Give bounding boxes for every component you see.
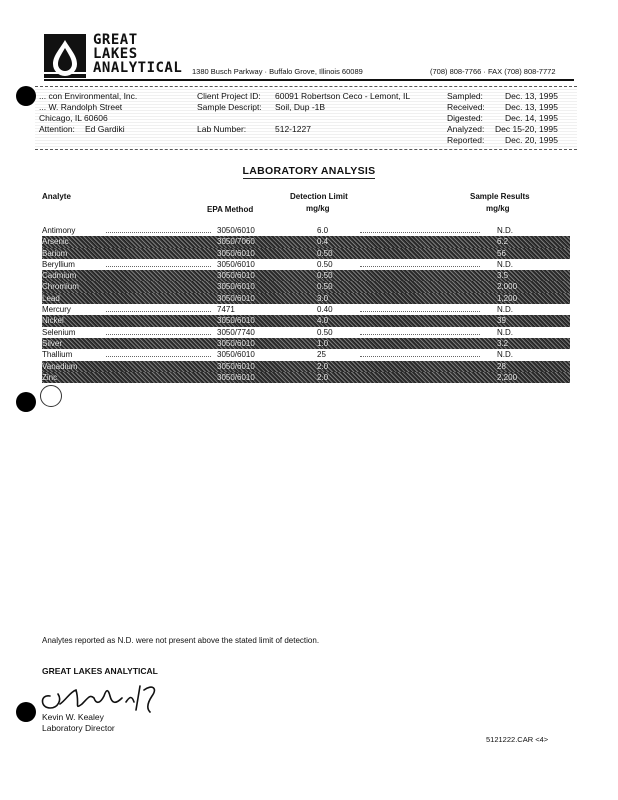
col-header-method: EPA Method: [207, 205, 254, 214]
leader-dots: [360, 232, 480, 233]
sampled-label: Sampled:: [447, 91, 483, 101]
method-cell: 7471: [217, 305, 235, 315]
leader-dots: [360, 266, 480, 267]
company-logo-text: [93, 33, 182, 75]
detection-limit-cell: 0.50: [317, 248, 333, 258]
letterhead-divider: [44, 79, 574, 81]
nd-footnote: Analytes reported as N.D. were not present above the stated limit of detection.: [42, 636, 320, 645]
table-row: [42, 315, 570, 326]
table-row: [42, 327, 570, 338]
results-table: [42, 225, 570, 383]
received-date: Dec. 13, 1995: [505, 102, 558, 112]
detection-limit-cell: 1.0: [317, 338, 329, 348]
signature-company: GREAT LAKES ANALYTICAL: [42, 666, 158, 676]
detection-limit-cell: 25: [317, 350, 326, 360]
report-title: LABORATORY ANALYSIS: [242, 165, 376, 177]
logo-line-2: LAKES: [93, 46, 138, 62]
method-cell: 3050/6010: [217, 282, 255, 292]
detection-limit-cell: 0.4: [317, 237, 329, 247]
method-cell: 3050/6010: [217, 271, 255, 281]
reported-date: Dec. 20, 1995: [505, 135, 558, 145]
lab-number-label: Lab Number:: [197, 124, 247, 134]
analyte-cell: Selenium: [42, 327, 76, 337]
result-cell: N.D.: [497, 327, 513, 337]
punch-hole: [16, 392, 36, 412]
table-row: [42, 338, 570, 349]
detection-limit-cell: 0.50: [317, 282, 333, 292]
table-row: [42, 349, 570, 360]
detection-limit-cell: 0.50: [317, 327, 333, 337]
col-header-limit-unit: mg/kg: [306, 204, 330, 213]
leader-dots: [360, 356, 480, 357]
result-cell: N.D.: [497, 226, 513, 235]
lab-number-value: 512-1227: [275, 124, 311, 134]
leader-dots: [106, 266, 211, 267]
method-cell: 3050/6010: [217, 293, 255, 303]
leader-dots: [106, 311, 211, 312]
table-row: [42, 293, 570, 304]
attention-name: Ed Gardiki: [85, 124, 125, 134]
lab-phone: (708) 808-7766 · FAX (708) 808-7772: [430, 67, 556, 76]
analyte-cell: Barium: [42, 248, 68, 258]
detection-limit-cell: 2.0: [317, 372, 329, 382]
report-header-block: [35, 86, 577, 150]
result-cell: 28: [497, 361, 506, 371]
document-reference: 5121222.CAR <4>: [486, 735, 549, 744]
table-row: [42, 225, 570, 236]
attention-label: Attention:: [39, 124, 75, 134]
handwritten-signature: [36, 674, 186, 714]
leader-dots: [106, 334, 211, 335]
method-cell: 3050/6010: [217, 338, 255, 348]
analyzed-date: Dec 15-20, 1995: [495, 124, 558, 134]
reported-label: Reported:: [447, 135, 485, 145]
signer-title: Laboratory Director: [42, 723, 115, 733]
analyte-cell: Mercury: [42, 305, 71, 315]
leader-dots: [360, 334, 480, 335]
sample-descript-label: Sample Descript:: [197, 102, 262, 112]
analyte-cell: Chromium: [42, 282, 79, 292]
method-cell: 3050/6010: [217, 259, 255, 269]
client-street: ... W. Randolph Street: [39, 102, 123, 112]
col-header-result-unit: mg/kg: [486, 204, 510, 213]
detection-limit-cell: 2.0: [317, 361, 329, 371]
digested-date: Dec. 14, 1995: [505, 113, 558, 123]
analyte-cell: Nickel: [42, 316, 64, 326]
result-cell: 1,200: [497, 293, 518, 303]
method-cell: 3050/6010: [217, 226, 255, 235]
analyte-cell: Lead: [42, 293, 60, 303]
method-cell: 3050/6010: [217, 316, 255, 326]
col-header-analyte: Analyte: [42, 192, 71, 201]
analyte-cell: Cadmium: [42, 271, 77, 281]
result-cell: N.D.: [497, 305, 513, 315]
punch-hole: [16, 702, 36, 722]
analyte-cell: Vanadium: [42, 361, 78, 371]
project-id-value: 60091 Robertson Ceco - Lemont, IL: [275, 91, 411, 101]
table-row: [42, 248, 570, 259]
table-row: [42, 270, 570, 281]
result-cell: 2,200: [497, 372, 518, 382]
analyte-cell: Arsenic: [42, 237, 69, 247]
result-cell: 6.2: [497, 237, 509, 247]
drop-logo-icon: [44, 34, 86, 78]
result-cell: 2,000: [497, 282, 518, 292]
method-cell: 3050/6010: [217, 361, 255, 371]
client-city: Chicago, IL 60606: [39, 113, 108, 123]
sample-descript-value: Soil, Dup -1B: [275, 102, 326, 112]
col-header-limit: Detection Limit: [290, 192, 348, 201]
table-row: [42, 361, 570, 372]
result-cell: 56: [497, 248, 506, 258]
detection-limit-cell: 6.0: [317, 226, 329, 235]
punch-hole: [16, 86, 36, 106]
table-row: [42, 304, 570, 315]
leader-dots: [360, 311, 480, 312]
method-cell: 3050/7740: [217, 327, 255, 337]
method-cell: 3050/6010: [217, 350, 255, 360]
method-cell: 3050/6010: [217, 248, 255, 258]
leader-dots: [106, 232, 211, 233]
table-row: [42, 236, 570, 247]
punch-hole-outline: [40, 385, 62, 407]
result-cell: N.D.: [497, 259, 513, 269]
signer-block: [42, 712, 115, 734]
analyte-cell: Beryllium: [42, 259, 75, 269]
analyte-cell: Antimony: [42, 226, 76, 235]
signer-name: Kevin W. Kealey: [42, 712, 104, 722]
leader-dots: [106, 356, 211, 357]
method-cell: 3050/7060: [217, 237, 255, 247]
table-row: [42, 281, 570, 292]
result-cell: 39: [497, 316, 506, 326]
lab-address: 1380 Busch Parkway · Buffalo Grove, Illinois 60089: [192, 67, 363, 76]
digested-label: Digested:: [447, 113, 483, 123]
analyte-cell: Zinc: [42, 372, 58, 382]
logo-line-3: ANALYTICAL: [93, 60, 183, 76]
received-label: Received:: [447, 102, 485, 112]
result-cell: N.D.: [497, 350, 513, 360]
analyte-cell: Thallium: [42, 350, 73, 360]
detection-limit-cell: 0.50: [317, 259, 333, 269]
sampled-date: Dec. 13, 1995: [505, 91, 558, 101]
result-cell: 3.5: [497, 271, 509, 281]
table-row: [42, 259, 570, 270]
project-id-label: Client Project ID:: [197, 91, 261, 101]
logo-line-1: GREAT: [93, 32, 138, 48]
client-company: ... con Environmental, Inc.: [39, 91, 138, 101]
detection-limit-cell: 0.40: [317, 305, 333, 315]
analyzed-label: Analyzed:: [447, 124, 485, 134]
method-cell: 3050/6010: [217, 372, 255, 382]
detection-limit-cell: 4.0: [317, 316, 329, 326]
col-header-result: Sample Results: [470, 192, 530, 201]
detection-limit-cell: 3.0: [317, 293, 329, 303]
analyte-cell: Silver: [42, 338, 63, 348]
table-row: [42, 372, 570, 383]
result-cell: 3.2: [497, 338, 509, 348]
detection-limit-cell: 0.50: [317, 271, 333, 281]
